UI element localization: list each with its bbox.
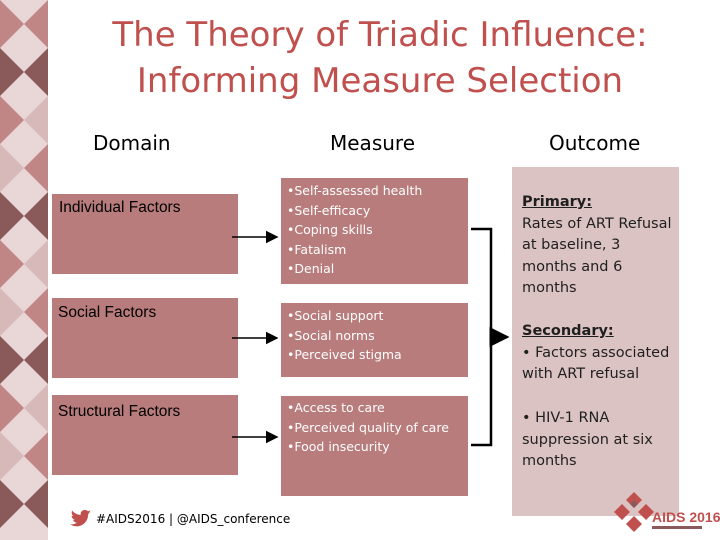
header-outcome: Outcome — [549, 131, 641, 155]
slide-title: The Theory of Triadic Influence: Informing Measure Selection — [112, 15, 648, 101]
measure-item: • Perceived stigma — [287, 345, 402, 365]
outcome-secondary-heading: Secondary: — [522, 323, 614, 339]
svg-text:AIDS 2016: AIDS 2016 — [652, 509, 720, 525]
measure-item: • Perceived quality of care — [287, 418, 449, 438]
measure-item: • Self-assessed health — [287, 181, 422, 201]
outcome-primary-heading: Primary: — [522, 194, 593, 210]
header-measure: Measure — [330, 131, 415, 155]
measure-item: • Coping skills — [287, 220, 422, 240]
measure-item: • Denial — [287, 259, 422, 279]
measure-item: • Social support — [287, 306, 402, 326]
domain-label-social: Social Factors — [58, 304, 157, 321]
domain-label-individual: Individual Factors — [59, 199, 181, 216]
measure-item: • Social norms — [287, 326, 402, 346]
measure-item: • Food insecurity — [287, 437, 449, 457]
aids2016-logo — [612, 490, 720, 536]
header-domain: Domain — [93, 131, 171, 155]
outcome-primary-text: Rates of ART Refusal at baseline, 3 months and 6 months — [522, 215, 672, 296]
outcome-tertiary-text: • HIV-1 RNA suppression at six months — [522, 410, 653, 469]
bracket-connector — [471, 229, 491, 445]
twitter-bird-icon — [70, 509, 92, 529]
measure-item: • Fatalism — [287, 240, 422, 260]
measure-item: • Self-efficacy — [287, 201, 422, 221]
footer-hashtag: #AIDS2016 | @AIDS_conference — [96, 512, 291, 526]
measure-item: • Access to care — [287, 398, 449, 418]
domain-label-structural: Structural Factors — [58, 403, 181, 420]
outcome-secondary-text: • Factors associated with ART refusal — [522, 344, 670, 382]
